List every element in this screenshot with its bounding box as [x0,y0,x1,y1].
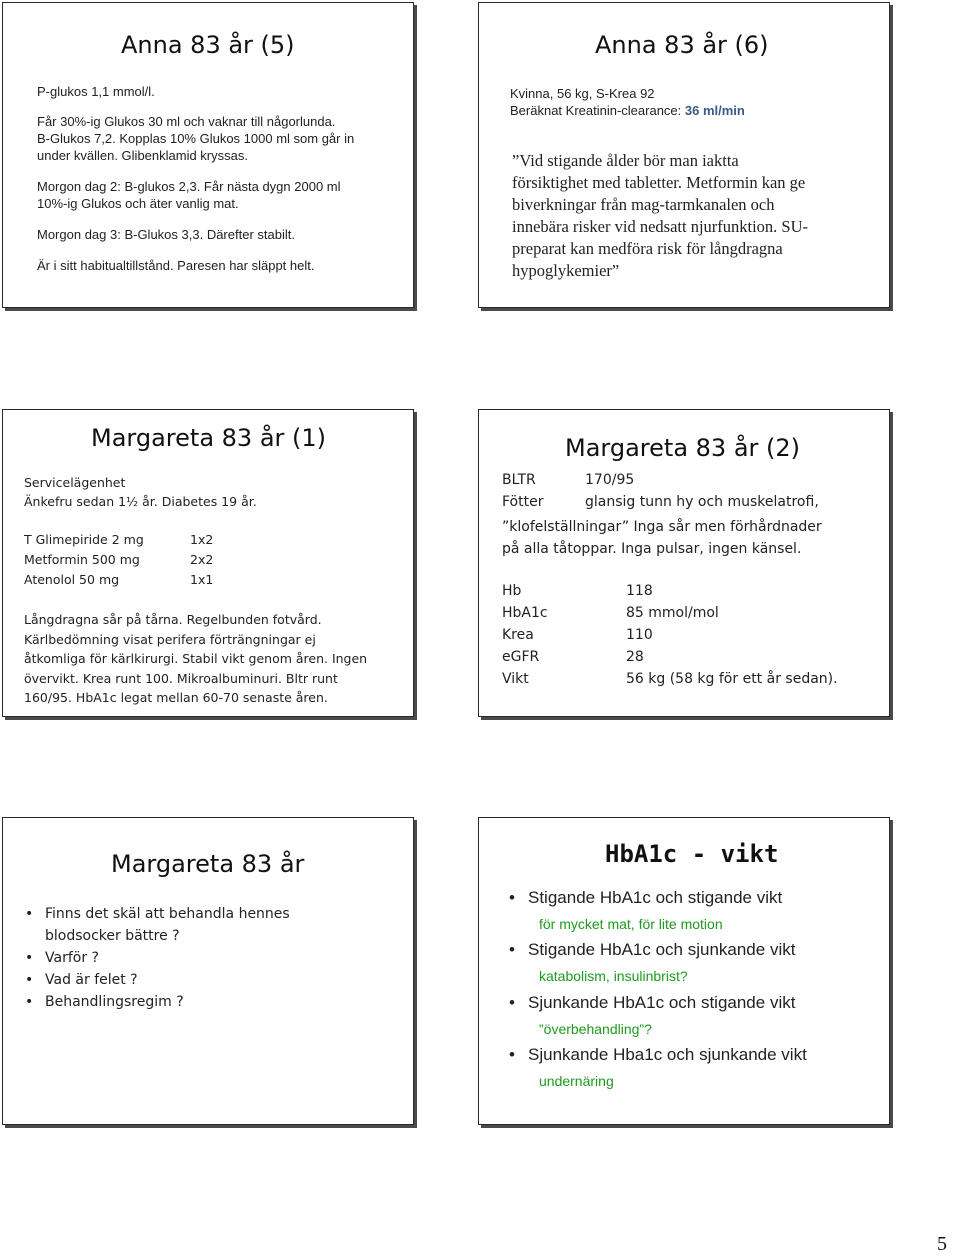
text-line: B-Glukos 7,2. Kopplas 10% Glukos 1000 ml som går in [37,131,355,146]
bullet-text: Stigande HbA1c och sjunkande vikt [528,940,796,959]
text-line: under kvällen. Glibenklamid kryssas. [37,148,248,163]
text-line: 10%-ig Glukos och äter vanlig mat. [37,196,239,211]
clearance-value: 36 ml/min [684,103,745,118]
text-line: Kärlbedömning visat perifera förträngningar ej [24,631,316,647]
slide-hba1c-vikt [478,817,890,1125]
slide-text [24,473,257,511]
slide-anna-5 [2,2,414,308]
text-line: Servicelägenhet [24,475,126,490]
bullet-dot: • [509,1045,515,1064]
bullet-dot: • [509,940,515,959]
page-number: 5 [937,1233,947,1255]
text-line: Kvinna, 56 kg, S-Krea 92 [510,86,655,101]
quote-text [512,150,808,282]
bullet-sub: ”överbehandling”? [539,1021,652,1037]
text-line: Får 30%-ig Glukos 30 ml och vaknar till någorlunda. [37,114,336,129]
text-line [510,102,745,119]
slide-margareta-1 [2,409,414,717]
lab-label: Vikt [502,671,529,687]
bullet-dot: • [25,972,34,988]
lab-label: Hb [502,583,522,599]
slide-text [37,83,354,274]
slide-margareta-2 [478,409,890,717]
slide-title: Margareta 83 år [111,850,305,878]
bullet-text: Sjunkande HbA1c och stigande vikt [528,993,796,1012]
bullet-dot: • [25,994,34,1010]
bullet-dot: • [509,993,515,1012]
text-line: åtkomliga för kärlkirurgi. Stabil vikt genom åren. Ingen [24,651,368,666]
slide-title: HbA1c - vikt [605,840,779,868]
text-line: på alla tåtoppar. Inga pulsar, ingen känsel. [502,541,802,557]
bullet-dot: • [509,888,515,907]
text-line: Är i sitt habitualtillstånd. Paresen har släppt helt. [37,258,315,273]
clearance-label: Beräknat Kreatinin-clearance: [510,103,685,118]
slide-title: Margareta 83 år (1) [91,424,327,452]
bltr-label: BLTR [502,472,536,488]
quote-line: försiktighet med tabletter. Metformin kan ge [512,173,806,192]
lab-label: eGFR [502,649,540,665]
bullet-sub: katabolism, insulinbrist? [539,968,688,984]
med-name: Atenolol 50 mg [24,572,120,587]
bullet-dot: • [25,906,34,922]
slide-title: Anna 83 år (6) [595,31,769,59]
slide-margareta [2,817,414,1125]
text-line: Änkefru sedan 1½ år. Diabetes 19 år. [24,494,257,509]
lab-value: 28 [626,649,644,665]
slide-paragraph [24,610,367,708]
text-line: P-glukos 1,1 mmol/l. [37,84,155,99]
fotter-label: Fötter [502,494,544,510]
lab-value: 85 mmol/mol [626,605,719,621]
text-line: Morgon dag 3: B-Glukos 3,3. Därefter stabilt. [37,227,295,242]
bullet-dot: • [25,950,34,966]
slide-title: Margareta 83 år (2) [565,434,801,462]
bullet-sub: undernäring [539,1073,614,1089]
quote-line: biverkningar från mag-tarmkanalen och [512,195,775,214]
bullet-text: Vad är felet ? [45,972,138,988]
med-dose: 1x1 [190,572,214,587]
lab-label: Krea [502,627,534,643]
fotter-text: glansig tunn hy och muskelatrofi, [585,494,819,510]
bullet-text: Finns det skäl att behandla hennes [45,906,290,922]
slide-title: Anna 83 år (5) [121,31,295,59]
med-name: T Glimepiride 2 mg [24,532,144,547]
med-dose: 1x2 [190,532,214,547]
bltr-value: 170/95 [585,472,635,488]
lab-label: HbA1c [502,605,548,621]
bullet-text-cont: blodsocker bättre ? [45,928,180,944]
quote-line: innebära risker vid nedsatt njurfunktion. SU- [512,217,809,236]
med-dose: 2x2 [190,552,214,567]
lab-value: 110 [626,627,653,643]
bullet-text: Sjunkande Hba1c och sjunkande vikt [528,1045,807,1064]
text-line: Långdragna sår på tårna. Regelbunden fotvård. [24,612,322,627]
slide-text [510,85,745,119]
slide-anna-6 [478,2,890,308]
fotter-continuation [502,516,822,560]
lab-value: 56 kg (58 kg för ett år sedan). [626,671,838,687]
bullet-text: Varför ? [45,950,99,966]
med-name: Metformin 500 mg [24,552,140,567]
bullet-text: Behandlingsregim ? [45,994,184,1010]
bullet-text: Stigande HbA1c och stigande vikt [528,888,783,907]
quote-line: hypoglykemier” [512,261,620,280]
text-line: Morgon dag 2: B-glukos 2,3. Får nästa dygn 2000 ml [37,179,341,194]
quote-line: ”Vid stigande ålder bör man iaktta [512,151,739,170]
quote-line: preparat kan medföra risk för långdragna [512,239,783,258]
bullet-sub: för mycket mat, för lite motion [539,916,723,932]
text-line: 160/95. HbA1c legat mellan 60-70 senaste åren. [24,690,328,705]
text-line: ”klofelställningar” Inga sår men förhårdnader [502,519,822,535]
lab-value: 118 [626,583,653,599]
text-line: övervikt. Krea runt 100. Mikroalbuminuri. Bltr runt [24,670,338,686]
